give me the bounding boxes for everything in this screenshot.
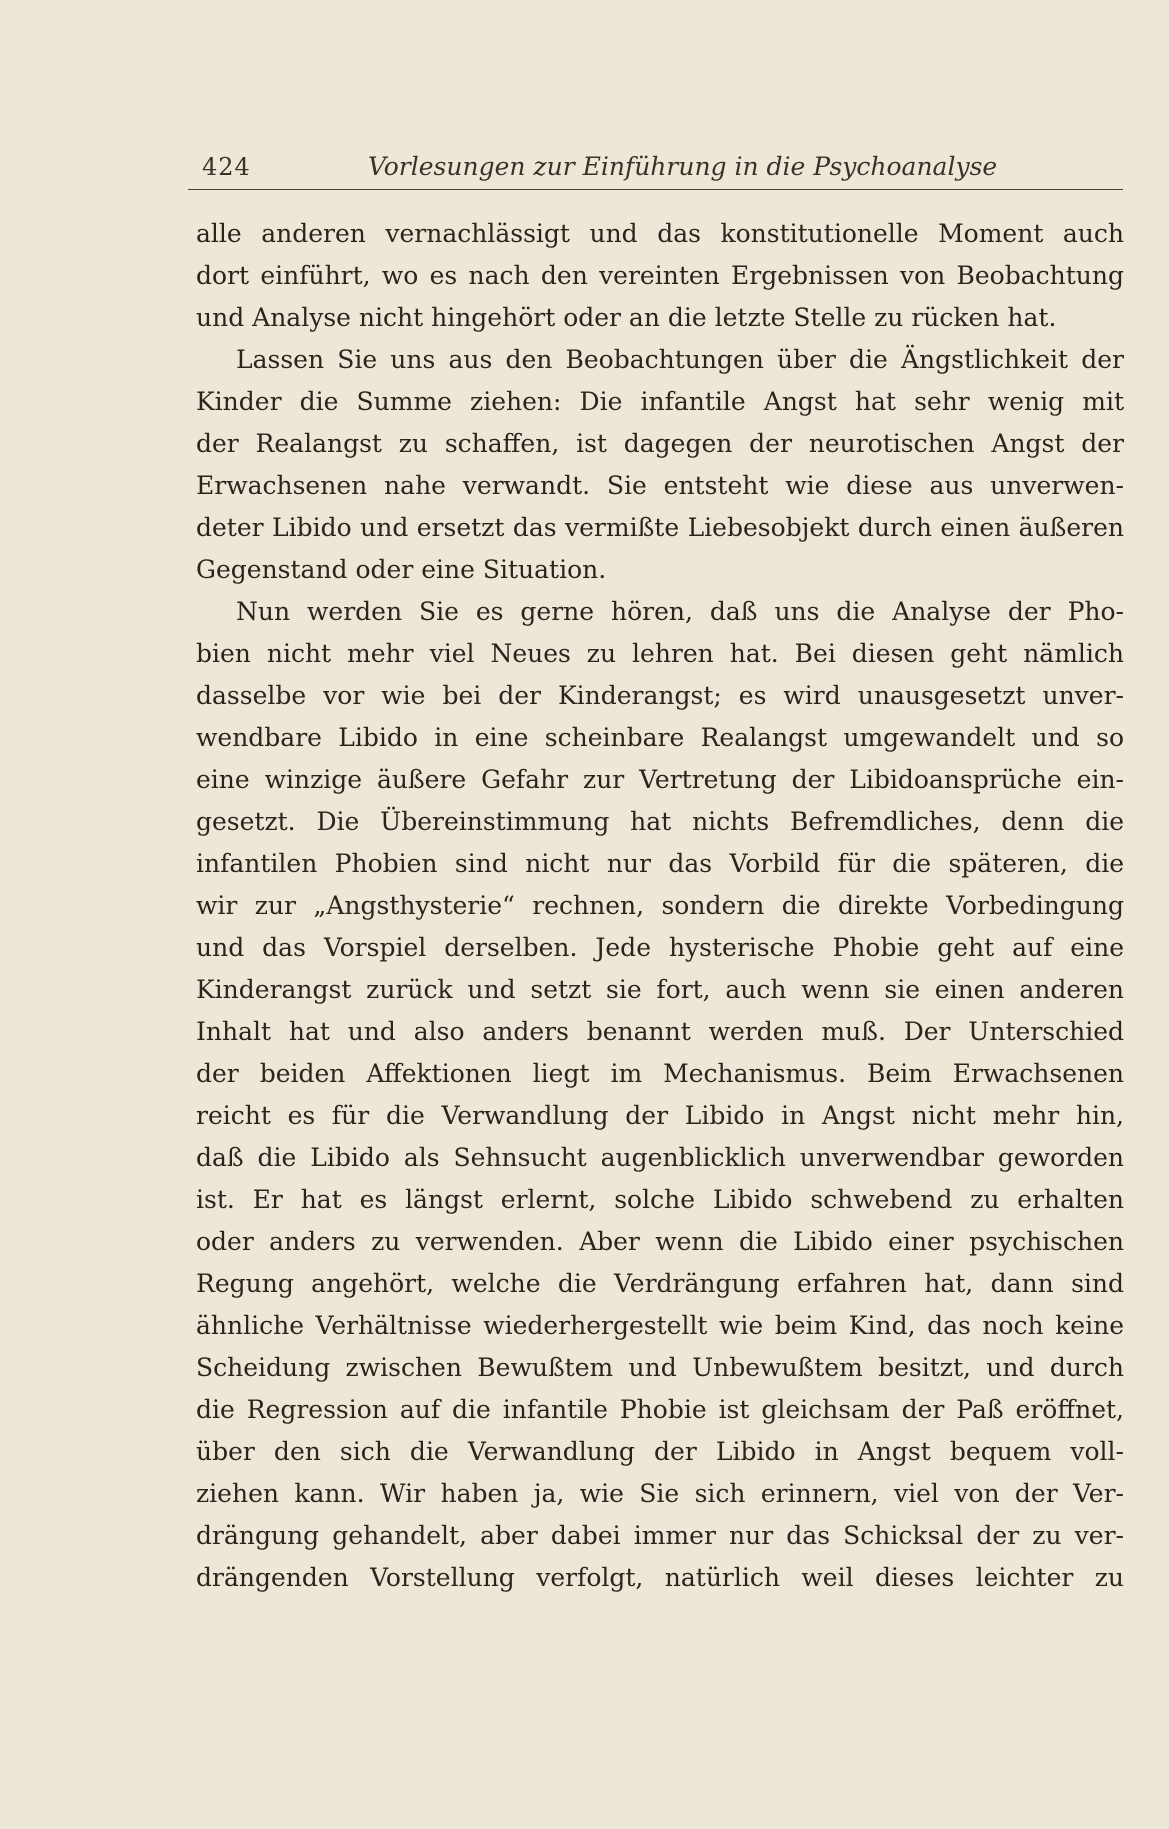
text-line: Kinderangst zurück und setzt sie fort, auch wenn sie einen anderen	[196, 975, 1124, 1004]
text-line: gesetzt. Die Übereinstimmung hat nichts Befremdliches, denn die	[196, 807, 1124, 836]
text-line: Scheidung zwischen Bewußtem und Unbewußtem besitzt, und durch	[196, 1353, 1124, 1382]
text-line: reicht es für die Verwandlung der Libido in Angst nicht mehr hin,	[196, 1101, 1124, 1130]
text-line: drängung gehandelt, aber dabei immer nur das Schicksal der zu ver-	[196, 1521, 1124, 1550]
text-line: eine winzige äußere Gefahr zur Vertretung der Libidoansprüche ein-	[196, 765, 1124, 794]
text-line: und das Vorspiel derselben. Jede hysterische Phobie geht auf eine	[196, 933, 1124, 962]
text-line: Inhalt hat und also anders benannt werden muß. Der Unterschied	[196, 1017, 1124, 1046]
text-line: der Realangst zu schaffen, ist dagegen der neurotischen Angst der	[196, 429, 1124, 458]
page-header	[190, 150, 1123, 184]
text-line: über den sich die Verwandlung der Libido in Angst bequem voll-	[196, 1437, 1124, 1466]
text-line: wir zur „Angsthysterie“ rechnen, sondern die direkte Vorbedingung	[196, 891, 1124, 920]
text-line: dasselbe vor wie bei der Kinderangst; es wird unausgesetzt unver-	[196, 681, 1124, 710]
text-line: oder anders zu verwenden. Aber wenn die Libido einer psychischen	[196, 1227, 1124, 1256]
running-title: Vorlesungen zur Einführung in die Psychoanalyse	[368, 152, 998, 181]
text-line: alle anderen vernachlässigt und das konstitutionelle Moment auch	[196, 219, 1124, 248]
text-line: Kinder die Summe ziehen: Die infantile Angst hat sehr wenig mit	[196, 387, 1124, 416]
text-line: der beiden Affektionen liegt im Mechanismus. Beim Erwachsenen	[196, 1059, 1124, 1088]
text-line: ist. Er hat es längst erlernt, solche Libido schwebend zu erhalten	[196, 1185, 1124, 1214]
text-line: Erwachsenen nahe verwandt. Sie entsteht wie diese aus unverwen-	[196, 471, 1124, 500]
text-line: Lassen Sie uns aus den Beobachtungen über die Ängstlichkeit der	[236, 345, 1124, 374]
text-line: wendbare Libido in eine scheinbare Realangst umgewandelt und so	[196, 723, 1124, 752]
text-line: daß die Libido als Sehnsucht augenblicklich unverwendbar geworden	[196, 1143, 1124, 1172]
text-line: bien nicht mehr viel Neues zu lehren hat. Bei diesen geht nämlich	[196, 639, 1124, 668]
text-line: Gegenstand oder eine Situation.	[196, 555, 607, 584]
text-line: Nun werden Sie es gerne hören, daß uns die Analyse der Pho-	[236, 597, 1124, 626]
text-line: und Analyse nicht hingehört oder an die letzte Stelle zu rücken hat.	[196, 303, 1057, 332]
text-line: ziehen kann. Wir haben ja, wie Sie sich erinnern, viel von der Ver-	[196, 1479, 1124, 1508]
page-number: 424	[202, 153, 251, 181]
text-line: dort einführt, wo es nach den vereinten Ergebnissen von Beobachtung	[196, 261, 1124, 290]
header-rule	[188, 189, 1123, 190]
text-line: drängenden Vorstellung verfolgt, natürlich weil dieses leichter zu	[196, 1563, 1124, 1592]
text-line: Regung angehört, welche die Verdrängung erfahren hat, dann sind	[196, 1269, 1124, 1298]
body-text	[196, 213, 1124, 1599]
text-line: deter Libido und ersetzt das vermißte Liebesobjekt durch einen äußeren	[196, 513, 1124, 542]
text-line: die Regression auf die infantile Phobie ist gleichsam der Paß eröffnet,	[196, 1395, 1124, 1424]
text-line: ähnliche Verhältnisse wiederhergestellt wie beim Kind, das noch keine	[196, 1311, 1124, 1340]
text-line: infantilen Phobien sind nicht nur das Vorbild für die späteren, die	[196, 849, 1124, 878]
